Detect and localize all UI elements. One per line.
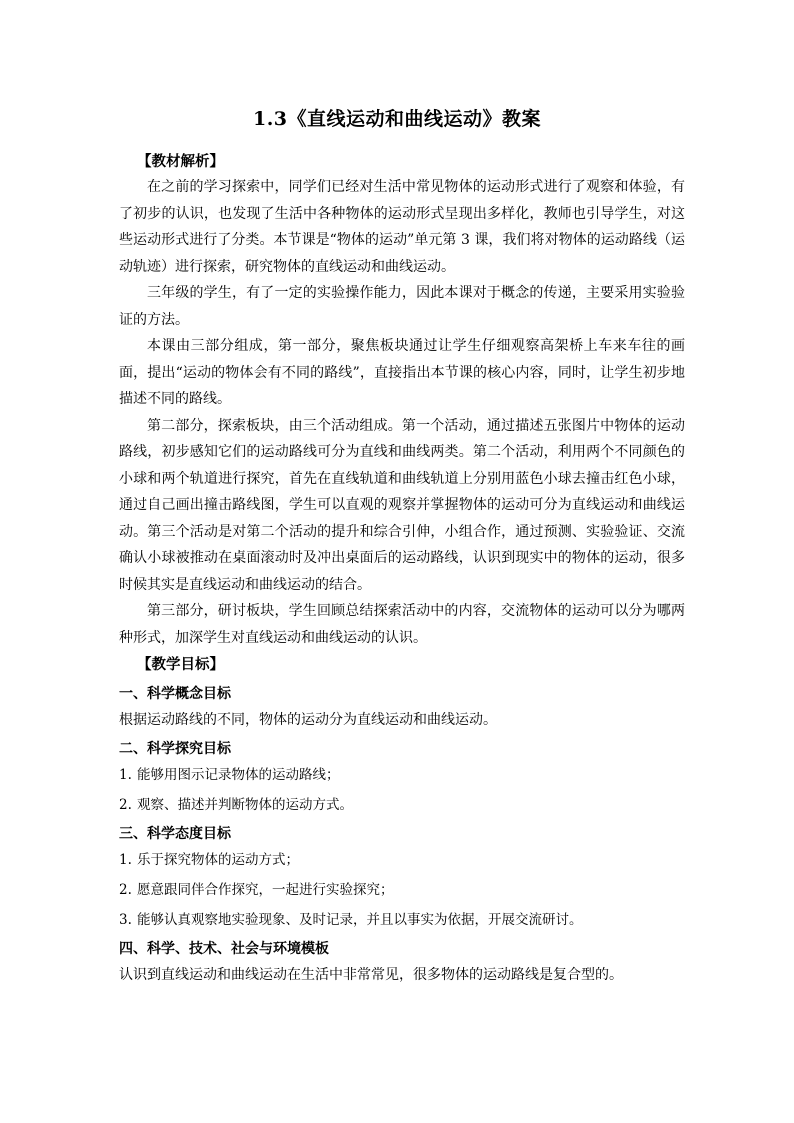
analysis-paragraph: 第三部分，研讨板块，学生回顾总结探索活动中的内容，交流物体的运动可以分为哪两种形式，加深学生对直线运动和曲线运动的认识。 [119, 603, 685, 646]
goal-sts-text: 认识到直线运动和曲线运动在生活中非常常见，很多物体的运动路线是复合型的。 [119, 967, 623, 983]
list-text: 能够认真观察地实验现象、及时记录，并且以事实为依据，开展交流研讨。 [137, 912, 583, 928]
list-number: 2. [119, 797, 132, 813]
analysis-paragraph: 三年级的学生，有了一定的实验操作能力，因此本课对于概念的传递，主要采用实验验证的方法。 [119, 285, 685, 328]
analysis-paragraph: 第二部分，探索板块，由三个活动组成。第一个活动，通过描述五张图片中物体的运动路线，初步感知它们的运动路线可分为直线和曲线两类。第二个活动，利用两个不同颜色的小球和两个轨道进行探究，首先在直线轨道和曲线轨道上分别用蓝色小球去撞击红色小球，通过自己画出撞击路线图，学生可以直观的观察并掌握物体的运动可分为直线运动和曲线运动。第三个活动是对第二个活动的提升和综合引伸，小组合作，通过预测、实验验证、交流确认小球被推动在桌面滚动时及冲出桌面后的运动路线，认识到现实中的物体的运动，很多时候其实是直线运动和曲线运动的结合。 [119, 417, 685, 593]
list-number: 2. [119, 882, 132, 898]
list-text: 观察、描述并判断物体的运动方式。 [137, 797, 353, 813]
goal-heading-sts: 四、科学、技术、社会与环境模板 [119, 941, 329, 957]
goal-heading-attitude: 三、科学态度目标 [119, 826, 231, 842]
list-number: 3. [119, 912, 132, 928]
list-item [119, 763, 685, 787]
list-item [119, 793, 685, 817]
document-body [119, 150, 685, 987]
section-heading-analysis: 【教材解析】 [137, 153, 224, 170]
list-item [119, 848, 685, 872]
goal-heading-concept: 一、科学概念目标 [119, 686, 231, 702]
analysis-paragraph: 本课由三部分组成，第一部分，聚焦板块通过让学生仔细观察高架桥上车来车往的画面，提出“运动的物体会有不同的路线”，直接指出本节课的核心内容，同时，让学生初步地描述不同的路线。 [119, 338, 685, 407]
goal-concept-text: 根据运动路线的不同，物体的运动分为直线运动和曲线运动。 [119, 712, 497, 728]
list-number: 1. [119, 852, 132, 868]
analysis-paragraph: 在之前的学习探索中，同学们已经对生活中常见物体的运动形式进行了观察和体验，有了初步的认识，也发现了生活中各种物体的运动形式呈现出多样化，教师也引导学生，对这些运动形式进行了分类。本节课是“物体的运动”单元第 3 课，我们将对物体的运动路线（运动轨迹）进行探索，研究物体的直线运动和曲线运动。 [119, 179, 685, 275]
list-number: 1. [119, 767, 132, 783]
list-item [119, 878, 685, 902]
goal-heading-inquiry: 二、科学探究目标 [119, 741, 231, 757]
list-text: 愿意跟同伴合作探究，一起进行实验探究； [137, 882, 394, 898]
list-text: 能够用图示记录物体的运动路线； [137, 767, 340, 783]
document-title: 1.3《直线运动和曲线运动》教案 [252, 108, 542, 130]
list-item [119, 908, 685, 932]
section-heading-goals: 【教学目标】 [137, 656, 224, 673]
list-text: 乐于探究物体的运动方式； [137, 852, 299, 868]
